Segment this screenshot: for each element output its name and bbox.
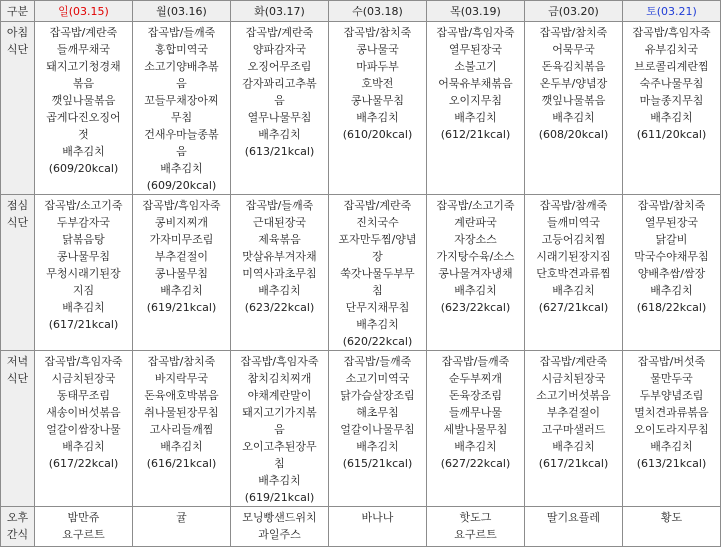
lunch-row	[1, 195, 721, 351]
menu-item-line: 요구르트	[454, 528, 497, 541]
header-row	[1, 1, 721, 22]
menu-item-line: 황도	[660, 511, 683, 524]
menu-item-line: 배추김치	[552, 284, 595, 297]
menu-item-line: 열무나물무침	[247, 111, 312, 124]
menu-item-line: (623/22kcal)	[244, 301, 315, 314]
menu-item-line: 잡곡밥/들깨죽	[343, 355, 412, 368]
menu-item-line: 근대된장국	[252, 216, 307, 229]
menu-cell	[525, 22, 623, 195]
menu-item-line: 배추김치	[160, 440, 203, 453]
menu-item-line: 돈육김치볶음	[541, 60, 606, 73]
breakfast-row	[1, 22, 721, 195]
menu-item-line: 배추김치	[454, 440, 497, 453]
menu-item-line: (613/21kcal)	[244, 145, 315, 158]
menu-cell	[623, 351, 721, 507]
menu-item-line: 두부감자국	[56, 216, 111, 229]
menu-item-line: 건새우마늘종볶	[144, 128, 219, 141]
menu-cell	[133, 351, 231, 507]
menu-item-line: 오이도라지무침	[634, 423, 709, 436]
menu-cell	[231, 195, 329, 351]
menu-item-line: 잡곡밥/계란죽	[49, 26, 118, 39]
menu-item-line: 딸기요플레	[546, 511, 601, 524]
menu-item-line: (627/21kcal)	[538, 301, 609, 314]
menu-cell	[133, 22, 231, 195]
menu-item-line: 돼지고기가지볶	[242, 406, 317, 419]
menu-item-line: 잡곡밥/들깨죽	[147, 26, 216, 39]
menu-item-line: 콩나물겨자냉채	[438, 267, 513, 280]
meal-label-line: 식단	[6, 372, 29, 385]
menu-item-line: (616/21kcal)	[146, 457, 217, 470]
menu-item-line: 양배추쌈/쌈장	[637, 267, 706, 280]
menu-item-line: 소불고기	[454, 60, 497, 73]
menu-item-line: 배추김치	[454, 284, 497, 297]
menu-item-line: 콩나물무침	[56, 250, 111, 263]
menu-item-line: (608/20kcal)	[538, 128, 609, 141]
menu-item-line: 마늘종지무침	[639, 94, 704, 107]
menu-item-line: 오이지무침	[448, 94, 503, 107]
menu-item-line: 두부양념조림	[639, 389, 704, 402]
menu-cell	[231, 22, 329, 195]
menu-item-line: 침	[274, 457, 285, 470]
menu-item-line: (619/21kcal)	[244, 491, 315, 504]
menu-item-line: 세발나물무침	[443, 423, 508, 436]
menu-item-line: 어묵무국	[552, 43, 595, 56]
menu-item-line: 잡곡밥/참치죽	[147, 355, 216, 368]
menu-item-line: 콩나물국	[356, 43, 399, 56]
menu-item-line: 배추김치	[62, 145, 105, 158]
menu-item-line: 진치국수	[356, 216, 399, 229]
menu-item-line: 고구마샐러드	[541, 423, 606, 436]
menu-cell	[133, 195, 231, 351]
menu-item-line: 들깨무채국	[56, 43, 111, 56]
menu-item-line: (617/22kcal)	[48, 457, 119, 470]
meal-label-line: 점심	[6, 199, 29, 212]
menu-item-line: 음	[274, 423, 285, 436]
menu-cell	[35, 195, 133, 351]
menu-cell	[427, 195, 525, 351]
menu-item-line: (618/22kcal)	[636, 301, 707, 314]
menu-item-line: 부추겉절이	[546, 406, 601, 419]
menu-item-line: 장	[372, 250, 383, 263]
menu-cell	[133, 507, 231, 547]
menu-item-line: 돈육장조림	[448, 389, 503, 402]
menu-item-line: 자장소스	[454, 233, 497, 246]
menu-item-line: 쑥갓나물두부무	[340, 267, 415, 280]
menu-item-line: (619/21kcal)	[146, 301, 217, 314]
menu-item-line: 바지락무국	[154, 372, 209, 385]
menu-item-line: 잡곡밥/흑임자죽	[142, 199, 221, 212]
menu-item-line: 숙주나물무침	[639, 77, 704, 90]
menu-item-line: 마파두부	[356, 60, 399, 73]
menu-item-line: 홍합미역국	[154, 43, 209, 56]
menu-item-line: 배추김치	[62, 440, 105, 453]
menu-cell	[329, 22, 427, 195]
menu-item-line: 취나물된장무침	[144, 406, 219, 419]
menu-item-line: 돼지고기청경채	[46, 60, 121, 73]
menu-item-line: 잡곡밥/흑임자죽	[632, 26, 711, 39]
menu-item-line: 깻잎나물볶음	[51, 94, 116, 107]
meal-label-line: 아침	[6, 26, 29, 39]
menu-item-line: 물만두국	[650, 372, 693, 385]
menu-item-line: 막국수야채무침	[634, 250, 709, 263]
meal-label-line: 간식	[6, 528, 29, 541]
menu-item-line: 시금치된장국	[51, 372, 116, 385]
menu-item-line: 오이고추된장무	[242, 440, 317, 453]
menu-cell	[329, 507, 427, 547]
menu-item-line: 배추김치	[258, 128, 301, 141]
menu-item-line: (617/21kcal)	[538, 457, 609, 470]
day-header: 월(03.16)	[133, 1, 231, 22]
menu-item-line: 유부김치국	[644, 43, 699, 56]
menu-item-line: 지짐	[72, 284, 95, 297]
menu-item-line: 핫도그	[459, 511, 492, 524]
menu-item-line: 꼬들무채장아찌	[144, 94, 219, 107]
menu-cell	[427, 22, 525, 195]
menu-item-line: 잡곡밥/흑임자죽	[436, 26, 515, 39]
menu-item-line: 잡곡밥/참깨죽	[539, 199, 608, 212]
menu-item-line: 새송이버섯볶음	[46, 406, 121, 419]
menu-item-line: 고등어김치찜	[541, 233, 606, 246]
menu-item-line: (623/22kcal)	[440, 301, 511, 314]
menu-item-line: 잡곡밥/참치죽	[539, 26, 608, 39]
menu-item-line: 잡곡밥/계란죽	[539, 355, 608, 368]
menu-item-line: 호박전	[361, 77, 394, 90]
menu-item-line: 잡곡밥/소고기죽	[44, 199, 123, 212]
menu-item-line: (609/20kcal)	[48, 162, 119, 175]
day-header: 수(03.18)	[329, 1, 427, 22]
menu-item-line: 부추겉절이	[154, 250, 209, 263]
menu-item-line: 시금치된장국	[541, 372, 606, 385]
menu-item-line: 배추김치	[454, 111, 497, 124]
menu-item-line: (627/22kcal)	[440, 457, 511, 470]
menu-item-line: 소고기양배추볶	[144, 60, 219, 73]
menu-cell	[35, 22, 133, 195]
menu-item-line: 배추김치	[552, 440, 595, 453]
meal-label	[1, 195, 35, 351]
menu-item-line: 포자만두찜/양념	[338, 233, 417, 246]
menu-item-line: 얼갈이나물무침	[340, 423, 415, 436]
day-header: 토(03.21)	[623, 1, 721, 22]
menu-cell	[231, 351, 329, 507]
menu-item-line: 잡곡밥/계란죽	[245, 26, 314, 39]
menu-cell	[427, 351, 525, 507]
dinner-row	[1, 351, 721, 507]
menu-item-line: 고사리들깨찜	[149, 423, 214, 436]
menu-item-line: 잡곡밥/참치죽	[343, 26, 412, 39]
menu-item-line: 볶음	[72, 77, 95, 90]
meal-label-line: 식단	[6, 216, 29, 229]
menu-item-line: 닭가슴살장조림	[340, 389, 415, 402]
snack-row	[1, 507, 721, 547]
menu-item-line: (610/20kcal)	[342, 128, 413, 141]
meal-label-line: 오후	[6, 511, 29, 524]
menu-item-line: 곱게다진오징어	[46, 111, 121, 124]
menu-item-line: 참치김치찌개	[247, 372, 312, 385]
day-header: 금(03.20)	[525, 1, 623, 22]
menu-item-line: 콩나물무침	[154, 267, 209, 280]
menu-item-line: 모닝빵샌드위치	[242, 511, 317, 524]
menu-item-line: 소고기버섯볶음	[536, 389, 611, 402]
menu-item-line: 브로콜리계란찜	[634, 60, 709, 73]
menu-item-line: 잡곡밥/계란죽	[343, 199, 412, 212]
menu-item-line: 콩비지찌개	[154, 216, 209, 229]
menu-item-line: (612/21kcal)	[440, 128, 511, 141]
menu-item-line: 음	[176, 77, 187, 90]
menu-item-line: 가자미무조림	[149, 233, 214, 246]
menu-item-line: 돈육애호박볶음	[144, 389, 219, 402]
menu-item-line: 들깨무나물	[448, 406, 503, 419]
menu-item-line: 배추김치	[160, 162, 203, 175]
menu-item-line: 닭볶음탕	[62, 233, 105, 246]
menu-item-line: 어묵유부채볶음	[438, 77, 513, 90]
menu-item-line: 잡곡밥/소고기죽	[436, 199, 515, 212]
menu-item-line: 배추김치	[650, 440, 693, 453]
menu-item-line: 배추김치	[258, 474, 301, 487]
menu-item-line: (609/20kcal)	[146, 179, 217, 192]
menu-item-line: 단호박견과류찜	[536, 267, 611, 280]
menu-cell	[525, 195, 623, 351]
menu-cell	[231, 507, 329, 547]
menu-item-line: 배추김치	[650, 284, 693, 297]
menu-item-line: 배추김치	[258, 284, 301, 297]
menu-item-line: 얼갈이쌈장나물	[46, 423, 121, 436]
menu-item-line: 단무지채무침	[345, 301, 410, 314]
menu-item-line: 배추김치	[552, 111, 595, 124]
menu-item-line: 배추김치	[650, 111, 693, 124]
meal-label-line: 식단	[6, 43, 29, 56]
menu-item-line: 젓	[78, 128, 89, 141]
menu-cell	[623, 22, 721, 195]
menu-item-line: 제육볶음	[258, 233, 301, 246]
menu-item-line: (611/20kcal)	[636, 128, 707, 141]
menu-item-line: 맛살유부겨자채	[242, 250, 317, 263]
menu-item-line: 소고기미역국	[345, 372, 410, 385]
menu-item-line: 멸치견과류볶음	[634, 406, 709, 419]
menu-item-line: 잡곡밥/버섯죽	[637, 355, 706, 368]
menu-cell	[329, 351, 427, 507]
menu-item-line: 잡곡밥/들깨죽	[441, 355, 510, 368]
menu-item-line: 잡곡밥/흑임자죽	[240, 355, 319, 368]
menu-cell	[35, 351, 133, 507]
menu-item-line: 오징어무조림	[247, 60, 312, 73]
menu-cell	[329, 195, 427, 351]
menu-item-line: 동태무조림	[56, 389, 111, 402]
menu-item-line: 열무된장국	[644, 216, 699, 229]
menu-item-line: 침	[372, 284, 383, 297]
menu-item-line: 요구르트	[62, 528, 105, 541]
meal-label	[1, 22, 35, 195]
menu-item-line: 잡곡밥/들깨죽	[245, 199, 314, 212]
menu-item-line: 밤만쥬	[67, 511, 100, 524]
menu-item-line: (613/21kcal)	[636, 457, 707, 470]
menu-item-line: (617/21kcal)	[48, 318, 119, 331]
menu-item-line: 배추김치	[356, 440, 399, 453]
menu-item-line: 배추김치	[356, 318, 399, 331]
menu-item-line: 순두부찌개	[448, 372, 503, 385]
menu-item-line: 배추김치	[356, 111, 399, 124]
menu-item-line: 음	[274, 94, 285, 107]
menu-item-line: 깻잎나물볶음	[541, 94, 606, 107]
day-header: 목(03.19)	[427, 1, 525, 22]
meal-label	[1, 507, 35, 547]
meal-label-line: 저녁	[6, 355, 29, 368]
corner-header: 구분	[1, 1, 35, 22]
menu-item-line: 무침	[170, 111, 193, 124]
menu-cell	[525, 507, 623, 547]
menu-cell	[623, 507, 721, 547]
menu-item-line: 무청시래기된장	[46, 267, 121, 280]
menu-item-line: 가지탕수육/소스	[436, 250, 515, 263]
menu-item-line: 과일주스	[258, 528, 301, 541]
menu-item-line: 해초무침	[356, 406, 399, 419]
meal-label	[1, 351, 35, 507]
menu-item-line: 콩나물무침	[350, 94, 405, 107]
day-header: 일(03.15)	[35, 1, 133, 22]
menu-item-line: 음	[176, 145, 187, 158]
menu-item-line: 온두부/양념장	[539, 77, 608, 90]
menu-item-line: 배추김치	[160, 284, 203, 297]
menu-cell	[35, 507, 133, 547]
menu-item-line: 들깨미역국	[546, 216, 601, 229]
menu-item-line: 배추김치	[62, 301, 105, 314]
menu-item-line: 닭갈비	[655, 233, 688, 246]
menu-item-line: 열무된장국	[448, 43, 503, 56]
menu-cell	[525, 351, 623, 507]
menu-item-line: 양파감자국	[252, 43, 307, 56]
menu-item-line: 귤	[176, 511, 187, 524]
menu-item-line: 계란파국	[454, 216, 497, 229]
menu-item-line: 감자꽈리고추볶	[242, 77, 317, 90]
menu-item-line: (615/21kcal)	[342, 457, 413, 470]
menu-item-line: 잡곡밥/흑임자죽	[44, 355, 123, 368]
menu-item-line: (620/22kcal)	[342, 335, 413, 348]
menu-item-line: 야채계란말이	[247, 389, 312, 402]
menu-item-line: 시래기된장지짐	[536, 250, 611, 263]
menu-cell	[623, 195, 721, 351]
menu-item-line: 바나나	[361, 511, 394, 524]
menu-cell	[427, 507, 525, 547]
menu-item-line: 잡곡밥/참치죽	[637, 199, 706, 212]
day-header: 화(03.17)	[231, 1, 329, 22]
menu-item-line: 미역사과초무침	[242, 267, 317, 280]
